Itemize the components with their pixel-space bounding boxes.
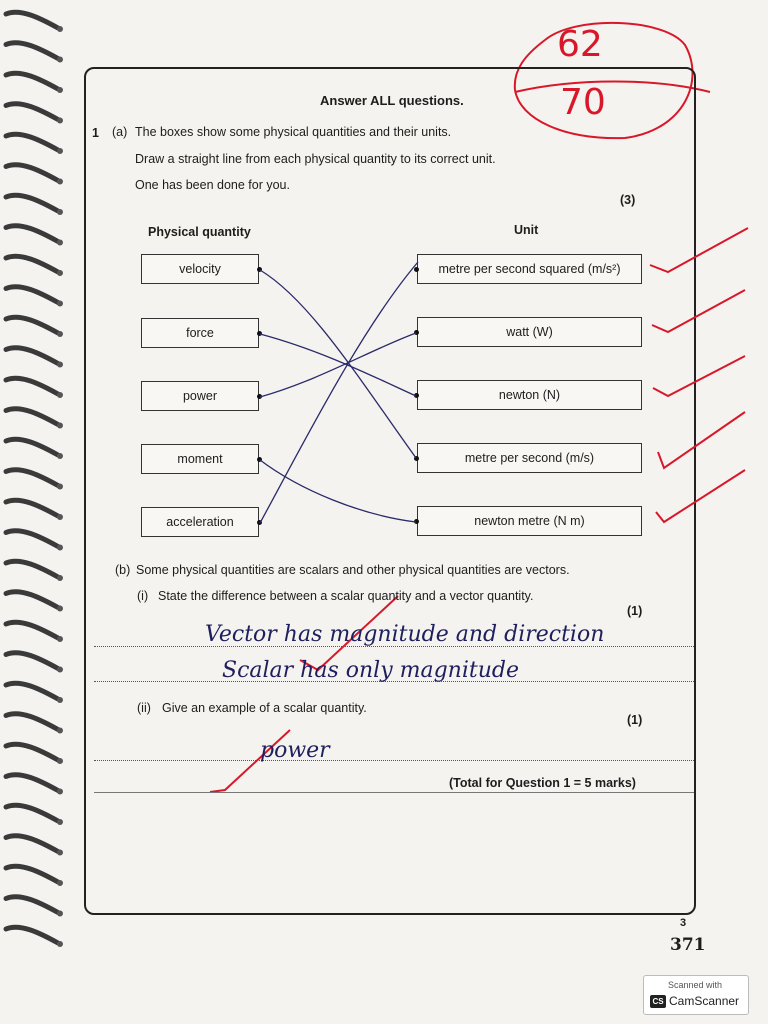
part-b-ii-label: (ii) [137,701,151,715]
spiral-hole [57,667,63,673]
column-header-unit: Unit [514,223,539,237]
spiral-hole [57,880,63,886]
spiral-ring [6,683,58,699]
handwritten-answer-ii: power [260,738,330,763]
spiral-hole [57,514,63,520]
dot-unit-5 [414,519,419,524]
spiral-ring [6,622,58,638]
part-b-i-label: (i) [137,589,149,603]
unit-box-newton[interactable]: newton (N) [417,380,642,410]
spiral-ring [6,500,58,516]
spiral-hole [57,301,63,307]
question-number: 1 [92,126,99,140]
spiral-ring [6,927,58,943]
spiral-ring [6,805,58,821]
spiral-hole [57,575,63,581]
spiral-ring [6,287,58,303]
camscanner-logo-icon: CS [650,995,666,1008]
spiral-ring [6,531,58,547]
scanner-watermark [643,975,749,1015]
handwritten-answer-i-line2: Scalar has only magnitude [222,658,519,683]
part-a-line1: The boxes show some physical quantities and their units. [135,125,452,139]
quantity-box-force[interactable]: force [141,318,259,348]
spiral-hole [57,484,63,490]
spiral-ring [6,165,58,181]
answer-line-3 [94,760,694,761]
spiral-ring [6,317,58,333]
spiral-ring [6,134,58,150]
spiral-ring [6,592,58,608]
spiral-ring [6,561,58,577]
dot-unit-1 [414,267,419,272]
spiral-hole [57,148,63,154]
part-a-marks: (3) [620,193,636,207]
spiral-hole [57,728,63,734]
spiral-ring [6,348,58,364]
spiral-ring [6,73,58,89]
part-a-line2: Draw a straight line from each physical quantity to its correct unit. [135,152,496,166]
spiral-ring [6,744,58,760]
spiral-hole [57,179,63,185]
quantity-box-acceleration[interactable]: acceleration [141,507,259,537]
dot-unit-4 [414,456,419,461]
spiral-hole [57,209,63,215]
total-rule [94,792,694,793]
spiral-ring [6,836,58,852]
handwritten-answer-i-line1: Vector has magnitude and direction [205,622,605,647]
dot-velocity [257,267,262,272]
scanner-brand: CamScanner [669,994,740,1008]
quantity-box-power[interactable]: power [141,381,259,411]
spiral-hole [57,453,63,459]
score-denominator: 70 [560,82,606,123]
part-b-label: (b) [115,563,131,577]
spiral-binding [0,0,70,960]
spiral-hole [57,911,63,917]
unit-box-m-per-s2[interactable]: metre per second squared (m/s²) [417,254,642,284]
spiral-ring [6,897,58,913]
unit-box-newton-metre[interactable]: newton metre (N m) [417,506,642,536]
question-total: (Total for Question 1 = 5 marks) [449,776,636,790]
spiral-ring [6,714,58,730]
spiral-ring [6,439,58,455]
spiral-ring [6,866,58,882]
spiral-ring [6,195,58,211]
unit-box-watt[interactable]: watt (W) [417,317,642,347]
spiral-hole [57,331,63,337]
spiral-hole [57,392,63,398]
spiral-ring [6,104,58,120]
dot-unit-2 [414,330,419,335]
spiral-ring [6,226,58,242]
part-b-i-marks: (1) [627,604,643,618]
part-b-ii-marks: (1) [627,713,643,727]
spiral-hole [57,819,63,825]
part-b-intro: Some physical quantities are scalars and other physical quantities are vectors. [136,563,570,577]
spiral-hole [57,789,63,795]
part-b-i-question: State the difference between a scalar quantity and a vector quantity. [158,589,534,603]
spiral-hole [57,362,63,368]
column-header-quantity: Physical quantity [148,225,251,239]
spiral-hole [57,758,63,764]
spiral-ring [6,43,58,59]
spiral-hole [57,545,63,551]
spiral-ring [6,653,58,669]
scanner-caption: Scanned with [668,980,723,990]
spiral-hole [57,636,63,642]
spiral-hole [57,850,63,856]
spiral-hole [57,118,63,124]
dot-unit-3 [414,393,419,398]
spiral-hole [57,941,63,947]
dot-acceleration [257,520,262,525]
quantity-box-moment[interactable]: moment [141,444,259,474]
dot-force [257,331,262,336]
quantity-box-velocity[interactable]: velocity [141,254,259,284]
spiral-hole [57,87,63,93]
spiral-hole [57,423,63,429]
spiral-ring [6,256,58,272]
spiral-ring [6,409,58,425]
spiral-hole [57,240,63,246]
spiral-ring [6,378,58,394]
unit-box-m-per-s[interactable]: metre per second (m/s) [417,443,642,473]
score-numerator: 62 [557,24,603,65]
page-number: 3 [680,917,687,929]
spiral-hole [57,606,63,612]
spiral-ring [6,470,58,486]
dot-power [257,394,262,399]
dot-moment [257,457,262,462]
spiral-hole [57,57,63,63]
instruction-heading: Answer ALL questions. [320,93,464,108]
spiral-hole [57,697,63,703]
part-a-line3: One has been done for you. [135,178,290,192]
part-a-label: (a) [112,125,128,139]
spiral-ring [6,12,58,28]
page-stamp: 371 [670,935,706,955]
part-b-ii-question: Give an example of a scalar quantity. [162,701,367,715]
spiral-ring [6,775,58,791]
spiral-hole [57,270,63,276]
spiral-hole [57,26,63,32]
